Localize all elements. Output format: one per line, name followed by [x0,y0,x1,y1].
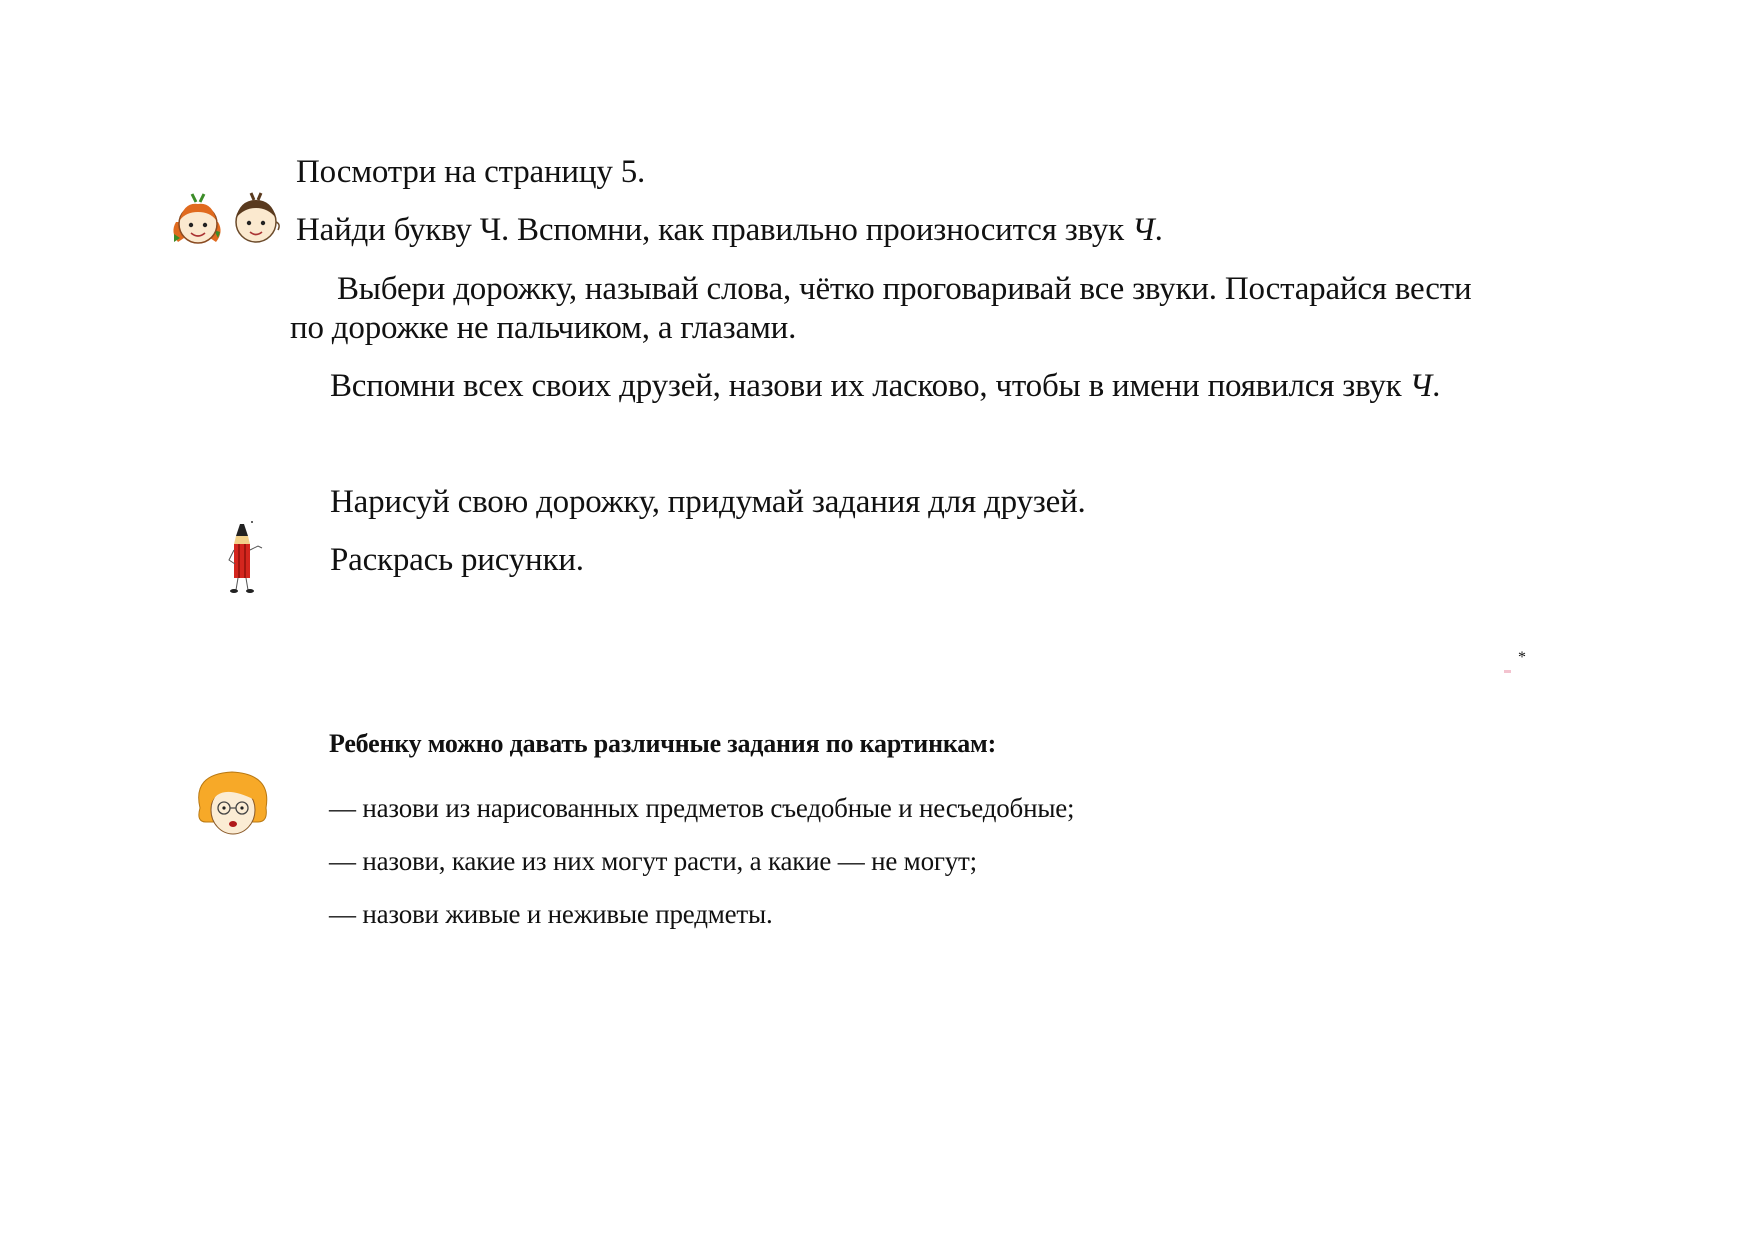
instruction-remember-friends-text: Вспомни всех своих друзей, назови их ласково, чтобы в имени появился звук [330,368,1410,404]
instruction-choose-path-line2: по дорожке не пальчиком, а глазами. [290,310,797,346]
pink-speck [1504,670,1511,673]
letter-ch: Ч [1132,212,1155,248]
instruction-choose-path-line1: Выбери дорожку, называй слова, чётко проговаривай все звуки. Постарайся вести [337,271,1472,307]
teacher-face-icon [192,768,274,838]
instruction-find-letter [296,210,1163,250]
instruction-color-pictures: Раскрась рисунки. [330,542,584,578]
parent-tip-heading: Ребенку можно давать различные задания по картинкам: [329,729,997,758]
task-list-item: — назови живые и неживые предметы. [329,899,773,929]
period: . [1154,212,1163,248]
children-faces-icon [168,192,290,248]
instruction-draw-path: Нарисуй свою дорожку, придумай задания для друзей. [330,484,1086,520]
letter-ch: Ч [1409,368,1433,404]
asterisk-mark: * [1518,649,1526,666]
instruction-remember-friends [330,366,1440,406]
task-list-item: — назови из нарисованных предметов съедобные и несъедобные; [329,793,1075,823]
pencil-character-icon [224,520,268,594]
task-list-item: — назови, какие из них могут расти, а какие — не могут; [329,846,977,876]
instruction-look-page: Посмотри на страницу 5. [296,154,646,190]
instruction-find-letter-text: Найди букву Ч. Вспомни, как правильно произносится звук [296,212,1133,248]
period: . [1432,368,1441,404]
